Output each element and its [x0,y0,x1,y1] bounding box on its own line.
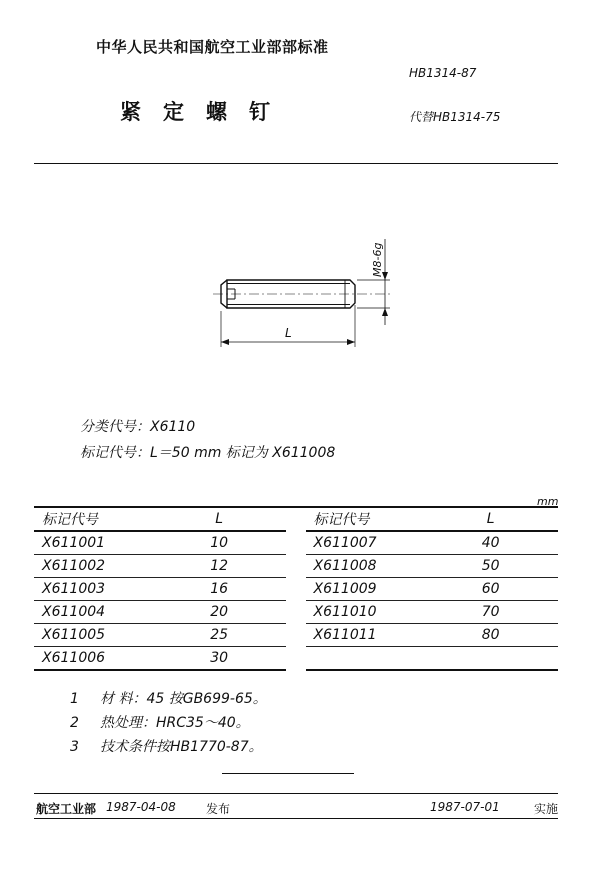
marking-example: 标记代号：L＝50 mm 标记为 X611008 [80,445,336,461]
standard-number: HB1314-87 [409,66,477,80]
table-row: X611006 30 [34,647,558,671]
table-row: X611001 10 X611007 40 [34,531,558,555]
set-screw-drawing [205,225,425,355]
footer-issue-date: 1987-04-08 [106,800,176,814]
classification-code: 分类代号：X6110 [80,419,196,435]
issuing-organization: 中华人民共和国航空工业部部标准 [96,38,329,56]
header-length-left: L [152,507,287,531]
note-material: 1 材 料：45 按GB699-65。 [70,691,267,707]
footer-bottom-line [34,818,558,819]
footer-impl-date: 1987-07-01 [430,800,500,814]
footer-issuer: 航空工业部 [36,802,97,816]
header-length-right: L [423,507,558,531]
document-title: 紧定螺钉 [120,100,292,124]
footer-divider [34,793,558,794]
thread-spec-label: M8-6g [371,242,384,277]
table-unit: mm [537,495,559,508]
header-divider [34,163,558,164]
table-row: X611003 16 X611009 60 [34,578,558,601]
table-row: X611005 25 X611011 80 [34,624,558,647]
length-spec-table [34,506,558,671]
table-row: X611002 12 X611008 50 [34,555,558,578]
footer-issue-label: 发布 [206,802,231,816]
note-technical-conditions: 3 技术条件按HB1770-87。 [70,739,263,755]
header-code-left: 标记代号 [34,507,152,531]
table-row: X611004 20 X611010 70 [34,601,558,624]
header-code-right: 标记代号 [306,507,424,531]
note-heat-treatment: 2 热处理：HRC35～40。 [70,715,250,731]
end-mark-line [222,773,354,774]
length-label: L [285,326,292,340]
footer-impl-label: 实施 [534,802,559,816]
replaces-standard: 代替HB1314-75 [409,110,501,124]
